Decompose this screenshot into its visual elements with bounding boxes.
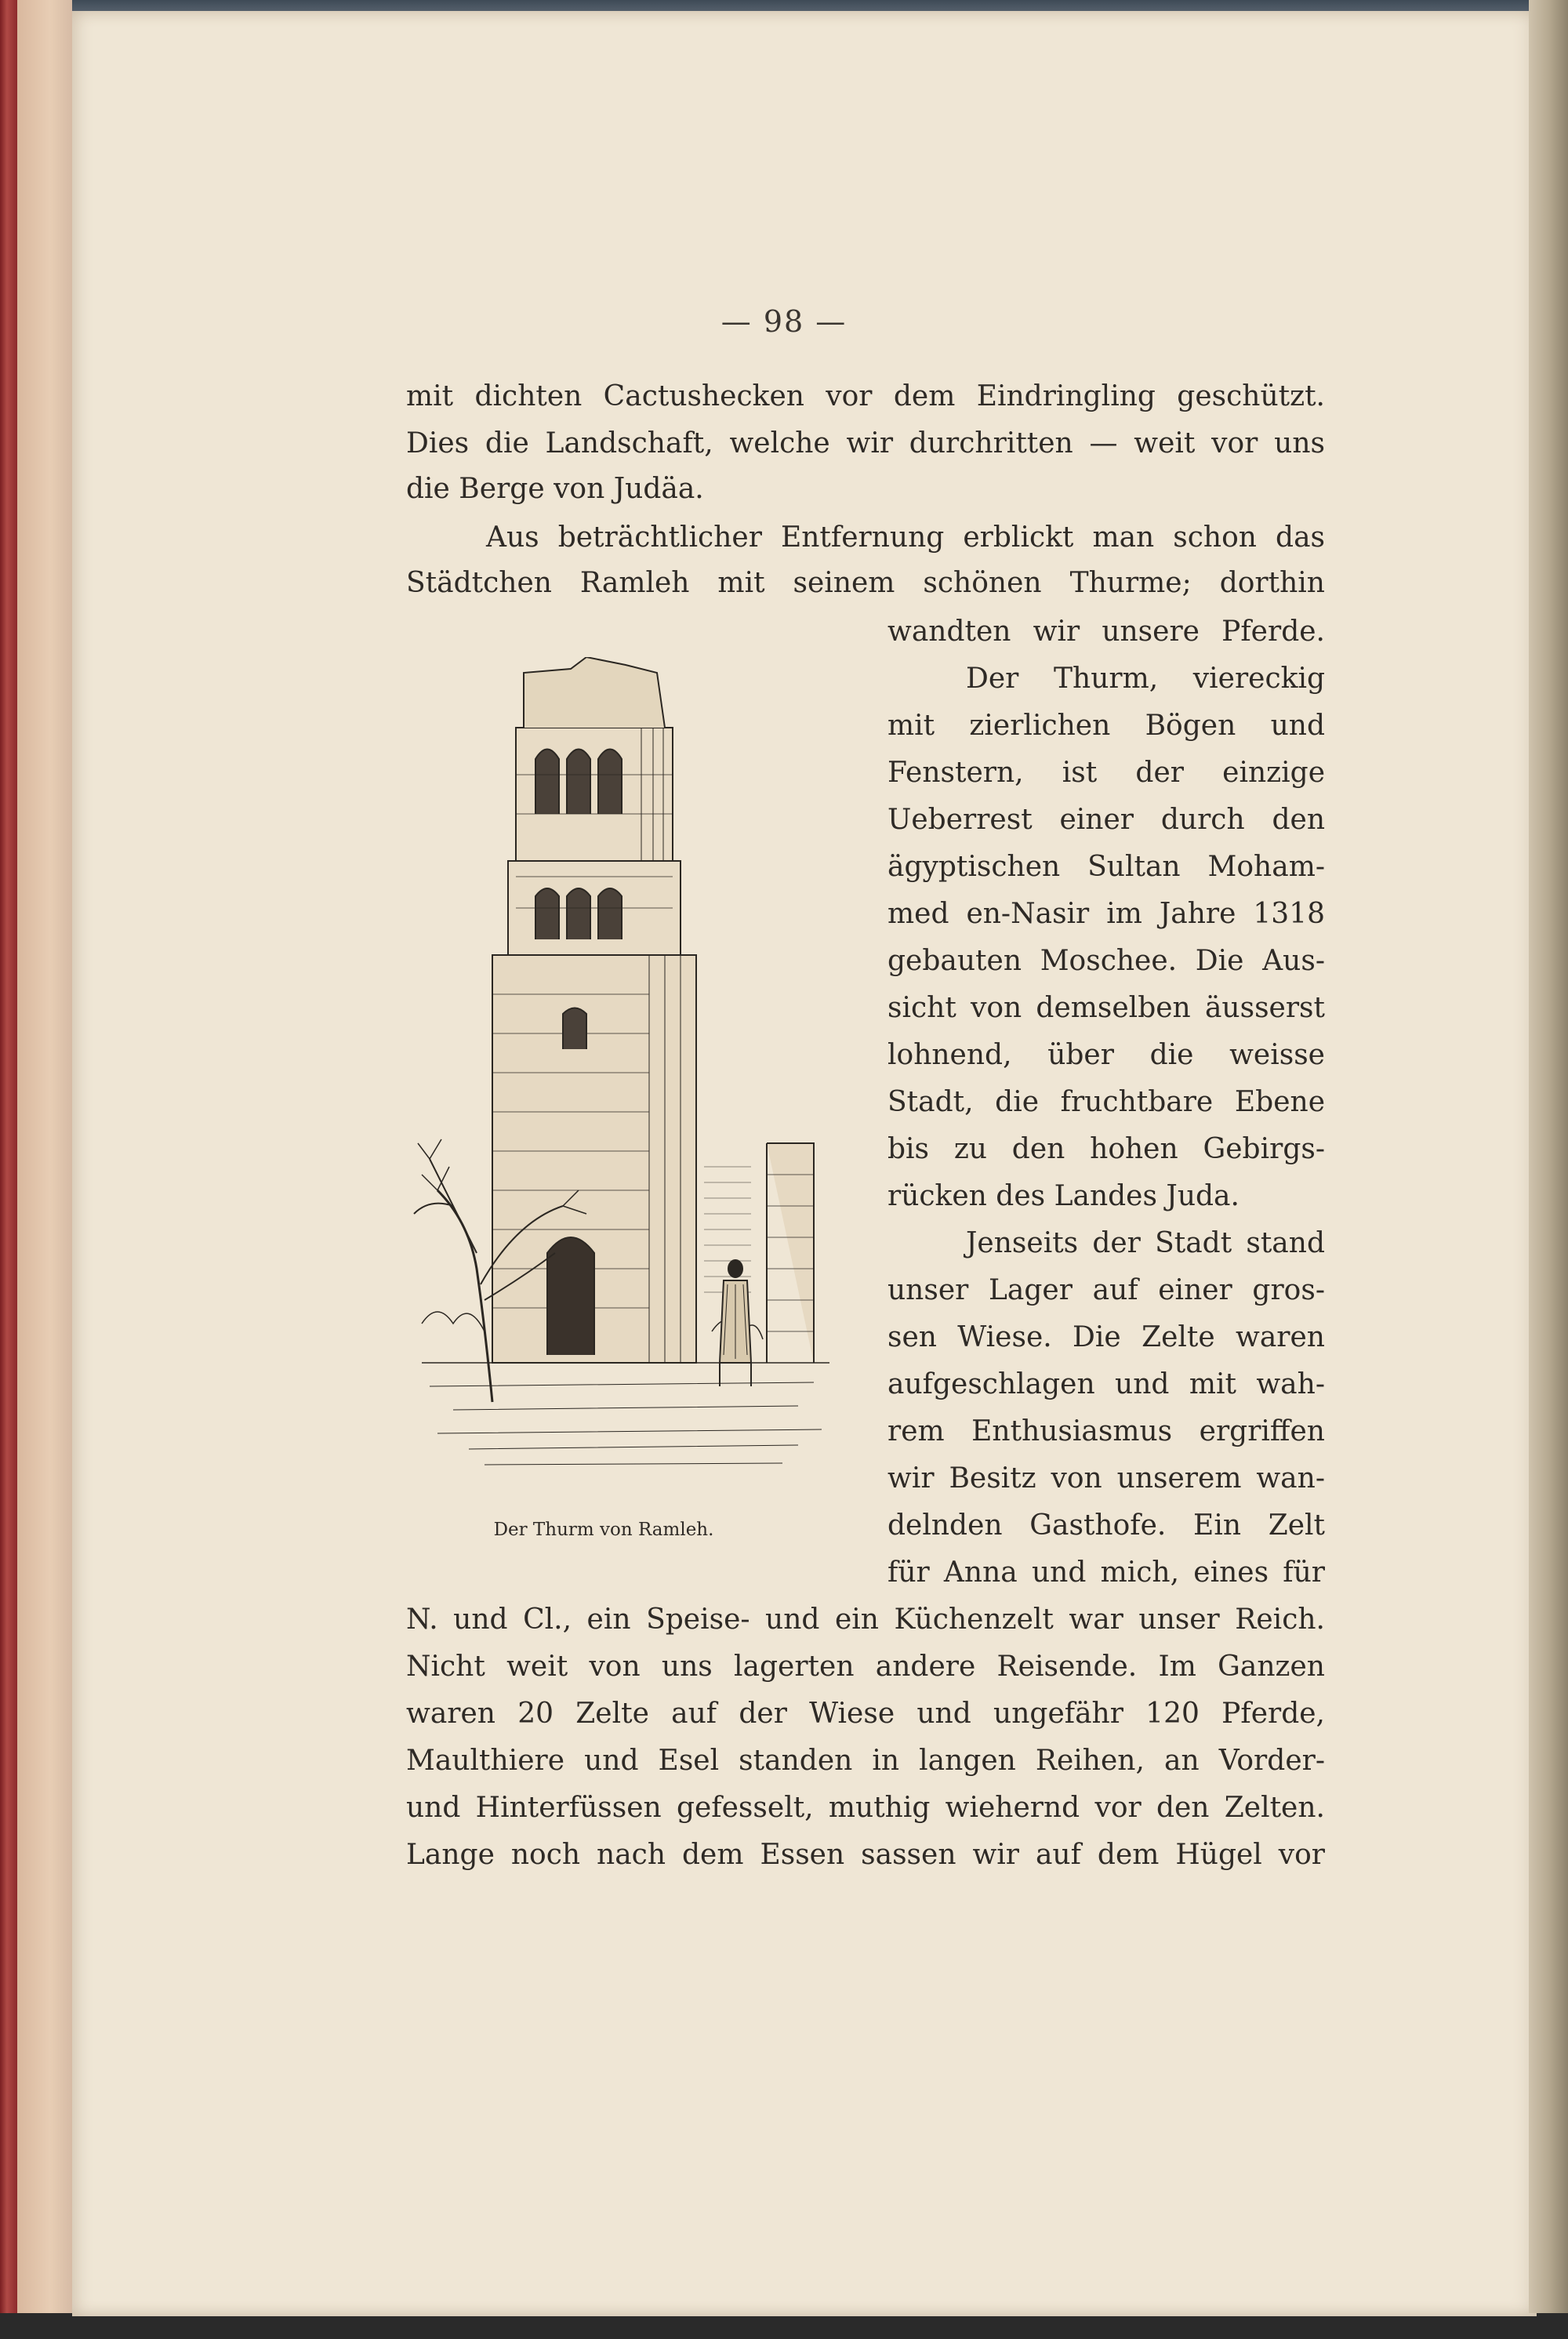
text-line: Der Thurm, viereckig [966, 663, 1325, 695]
text-line: sicht von demselben äusserst [887, 992, 1325, 1024]
text-line: bis zu den hohen Gebirgs- [887, 1133, 1325, 1165]
text-line: mit zierlichen Bögen und [887, 710, 1325, 742]
text-line: unser Lager auf einer gros- [887, 1274, 1325, 1306]
text-line: rücken des Landes Juda. [887, 1180, 1240, 1212]
text-line: wandten wir unsere Pferde. [887, 616, 1325, 648]
text-line: Dies die Landschaft, welche wir durchritten — weit vor uns [406, 427, 1325, 459]
text-line: waren 20 Zelte auf der Wiese und ungefähr 120 Pferde, [406, 1698, 1325, 1730]
text-line: für Anna und mich, eines für [887, 1556, 1325, 1589]
text-line: und Hinterfüssen gefesselt, muthig wiehernd vor den Zelten. [406, 1792, 1325, 1824]
text-line: gebauten Moschee. Die Aus- [887, 945, 1325, 977]
text-line: lohnend, über die weisse [887, 1039, 1325, 1071]
text-line: delnden Gasthofe. Ein Zelt [887, 1509, 1325, 1542]
text-line: Maulthiere und Esel standen in langen Reihen, an Vorder- [406, 1745, 1325, 1777]
text-line: Aus beträchtlicher Entfernung erblickt man schon das [486, 521, 1325, 554]
text-line: aufgeschlagen und mit wah- [887, 1368, 1325, 1400]
text-line: N. und Cl., ein Speise- und ein Küchenzelt war unser Reich. [406, 1604, 1325, 1636]
text-line: med en-Nasir im Jahre 1318 [887, 898, 1325, 930]
figure-caption: Der Thurm von Ramleh. [493, 1520, 714, 1540]
page-stack-edge [1529, 0, 1568, 2313]
text-line: Fenstern, ist der einzige [887, 757, 1325, 789]
text-line: rem Enthusiasmus ergriffen [887, 1415, 1325, 1447]
text-line: Nicht weit von uns lagerten andere Reisende. Im Ganzen [406, 1651, 1325, 1683]
text-line: Ueberrest einer durch den [887, 804, 1325, 836]
text-line: Lange noch nach dem Essen sassen wir auf dem Hügel vor [406, 1839, 1325, 1871]
text-line: Jenseits der Stadt stand [966, 1227, 1325, 1259]
text-line: mit dichten Cactushecken vor dem Eindringling geschützt. [406, 380, 1325, 412]
previous-page-edge [17, 0, 72, 2313]
text-line: ägyptischen Sultan Moham- [887, 851, 1325, 883]
tower-illustration [406, 657, 845, 1504]
text-line: Stadt, die fruchtbare Ebene [887, 1086, 1325, 1118]
text-line: die Berge von Judäa. [406, 473, 704, 505]
text-line: wir Besitz von unserem wan- [887, 1462, 1325, 1495]
book-cover-edge [0, 0, 17, 2313]
page-number: — 98 — [720, 304, 848, 339]
text-line: Städtchen Ramleh mit seinem schönen Thurme; dorthin [406, 567, 1325, 599]
text-line: sen Wiese. Die Zelte waren [887, 1321, 1325, 1353]
